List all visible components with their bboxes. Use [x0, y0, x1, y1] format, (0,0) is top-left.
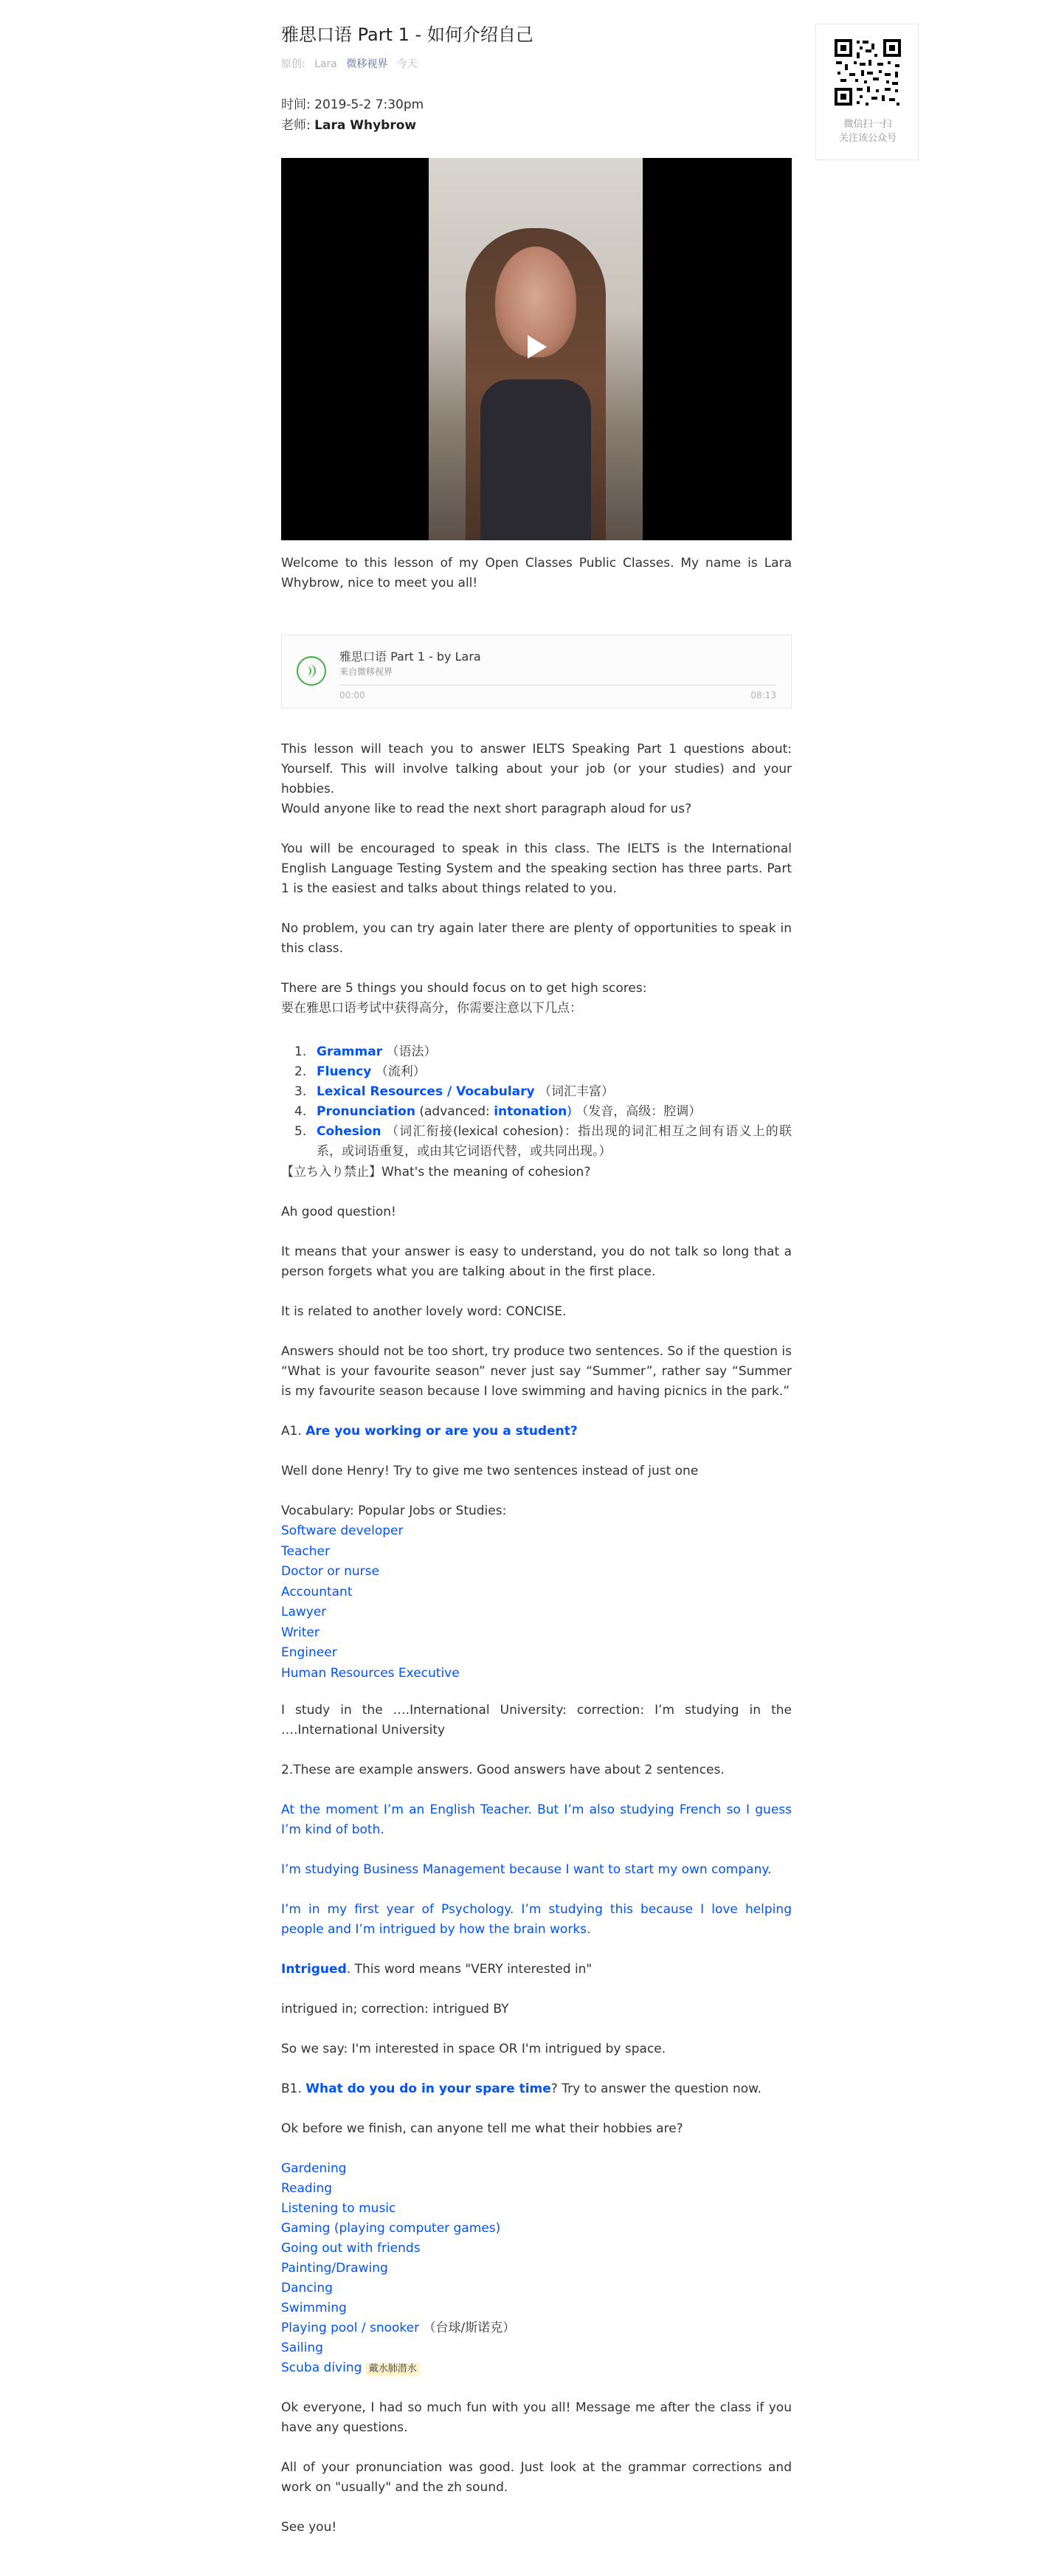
qr-code-icon — [833, 38, 902, 107]
see-you-paragraph: See you! — [281, 2520, 337, 2535]
audio-progress-bar[interactable] — [339, 684, 776, 686]
lesson-paragraph: This lesson will teach you to answer IELTS Speaking Part 1 questions about: Yourself. This will involve talking about your job (or your studies) and your hobbies. — [281, 742, 792, 796]
original-label: 原创: — [281, 58, 305, 70]
list-item: 1. Grammar （语法） — [294, 1044, 437, 1059]
vocab-label: Vocabulary: Popular Jobs or Studies: — [281, 1504, 507, 1518]
article-title: 雅思口语 Part 1 - 如何介绍自己 — [281, 24, 533, 45]
qr-caption-2: 关注该公众号 — [838, 133, 897, 144]
list-item: 5. Cohesion （词汇衔接(lexical cohesion)：指出现的词汇相互之间有语义上的联系，或词语重复，或由其它词语代替，或共同出现。） — [294, 1124, 792, 1159]
jobs-list — [281, 1521, 792, 1684]
article-meta — [281, 56, 418, 71]
example-answer-2: I’m studying Business Management because I want to start my own company. — [281, 1862, 772, 1877]
focus-term: Grammar — [317, 1044, 383, 1059]
scuba-note: 戴水肺潜水 — [366, 2363, 420, 2376]
account-link[interactable]: 微移视界 — [346, 58, 388, 70]
list-item: Gaming (playing computer games) — [281, 2221, 501, 2236]
list-item: Accountant — [281, 1584, 353, 1599]
means-paragraph: It means that your answer is easy to understand, you do not talk so long that a person forgets what you are talking about in the first place. — [281, 1244, 792, 1279]
list-item: Reading — [281, 2181, 333, 2196]
author-name: Lara — [314, 58, 337, 70]
focus-term: Lexical Resources / Vocabulary — [317, 1084, 535, 1099]
examples-paragraph: 2.These are example answers. Good answers have about 2 sentences. — [281, 1763, 725, 1777]
read-aloud-paragraph: Would anyone like to read the next short paragraph aloud for us? — [281, 802, 692, 816]
audio-player[interactable] — [281, 635, 792, 709]
list-item: Scuba diving 戴水肺潜水 — [281, 2358, 792, 2378]
focus-list — [281, 1042, 792, 1162]
well-done-paragraph: Well done Henry! Try to give me two sentences instead of just one — [281, 1464, 699, 1478]
list-item: Gardening — [281, 2161, 347, 2176]
list-item: Lawyer — [281, 1605, 327, 1619]
publish-date: 今天 — [396, 58, 418, 70]
list-item: Teacher — [281, 1543, 330, 1559]
audio-source: 来自微移视界 — [339, 667, 393, 677]
no-problem-paragraph: No problem, you can try again later there are plenty of opportunities to speak in this class. — [281, 921, 792, 956]
so-we-say-paragraph: So we say: I'm interested in space OR I'm intrigued by space. — [281, 2042, 666, 2056]
welcome-paragraph: Welcome to this lesson of my Open Classes Public Classes. My name is Lara Whybrow, nice to meet you all! — [281, 556, 792, 590]
pronunciation-paragraph: All of your pronunciation was good. Just look at the grammar corrections and work on "usually" and the zh sound. — [281, 2460, 792, 2495]
list-item: 3. Lexical Resources / Vocabulary （词汇丰富） — [294, 1084, 615, 1099]
concise-paragraph: It is related to another lovely word: CONCISE. — [281, 1304, 567, 1319]
list-item: Sailing — [281, 2341, 323, 2355]
list-item: Doctor or nurse — [281, 1564, 379, 1579]
list-item: 4. Pronunciation (advanced: intonation) （发音，高级：腔调） — [294, 1104, 702, 1119]
audio-current-time: 00:00 — [339, 690, 365, 700]
list-item: Swimming — [281, 2301, 347, 2315]
correction-paragraph: I study in the ….International University: correction: I’m studying in the ….International University — [281, 1703, 792, 1738]
list-item: Writer — [281, 1625, 320, 1640]
answers-paragraph: Answers should not be too short, try produce two sentences. So if the question is “What is your favourite season” never just say “Summer”, rather say “Summer is my favourite season because I love swimming and having picnics in the park.” — [281, 1344, 792, 1399]
qr-caption-1: 微信扫一扫 — [843, 119, 892, 130]
five-things-zh: 要在雅思口语考试中获得高分，你需要注意以下几点： — [281, 1001, 582, 1016]
encouraged-paragraph: You will be encouraged to speak in this class. The IELTS is the International English Language Testing System and the speaking section has three parts. Part 1 is the easiest and talks about things related to you. — [281, 841, 792, 896]
example-answer-3: I’m in my first year of Psychology. I’m studying this because I love helping people and I’m intrigued by how the brain works. — [281, 1902, 792, 1937]
list-item: Engineer — [281, 1645, 337, 1660]
list-item: Software developer — [281, 1523, 404, 1538]
five-things-en: There are 5 things you should focus on to get high scores: — [281, 981, 647, 996]
list-item: Going out with friends — [281, 2241, 421, 2256]
a1-heading: A1. Are you working or are you a student? — [281, 1424, 578, 1439]
audio-title: 雅思口语 Part 1 - by Lara — [339, 650, 481, 664]
intrigued-correction: intrigued in; correction: intrigued BY — [281, 2002, 509, 2017]
lesson-teacher: 老师: Lara Whybrow — [281, 118, 417, 133]
video-player[interactable] — [281, 158, 792, 540]
focus-term: Fluency — [317, 1064, 372, 1079]
focus-term: Cohesion — [317, 1124, 381, 1139]
list-item: Listening to music — [281, 2201, 396, 2216]
audio-wave-icon[interactable] — [297, 656, 326, 686]
teacher-name: Lara Whybrow — [314, 118, 417, 133]
focus-term: Pronunciation — [317, 1104, 415, 1119]
list-item: 2. Fluency （流利） — [294, 1064, 426, 1079]
lesson-time: 时间: 2019-5-2 7:30pm — [281, 97, 424, 112]
example-answer-1: At the moment I’m an English Teacher. But I’m also studying French so I guess I’m kind of both. — [281, 1802, 792, 1837]
list-item: Human Resources Executive — [281, 1665, 460, 1681]
play-icon[interactable] — [528, 335, 547, 359]
intrigued-paragraph: Intrigued. This word means "VERY interested in" — [281, 1962, 593, 1977]
b1-heading: B1. What do you do in your spare time? Try to answer the question now. — [281, 2081, 761, 2096]
lesson-info — [281, 94, 424, 136]
list-item: Playing pool / snooker （台球/斯诺克） — [281, 2321, 516, 2335]
audio-duration: 08:13 — [750, 690, 776, 700]
cohesion-question: 【立ち入り禁止】What's the meaning of cohesion? — [281, 1165, 591, 1179]
fun-paragraph: Ok everyone, I had so much fun with you all! Message me after the class if you have any questions. — [281, 2400, 792, 2435]
before-finish-paragraph: Ok before we finish, can anyone tell me what their hobbies are? — [281, 2121, 683, 2136]
list-item: Painting/Drawing — [281, 2261, 388, 2276]
hobbies-list — [281, 2159, 792, 2378]
good-question: Ah good question! — [281, 1205, 396, 1219]
qr-card — [815, 24, 919, 160]
list-item: Dancing — [281, 2281, 333, 2296]
